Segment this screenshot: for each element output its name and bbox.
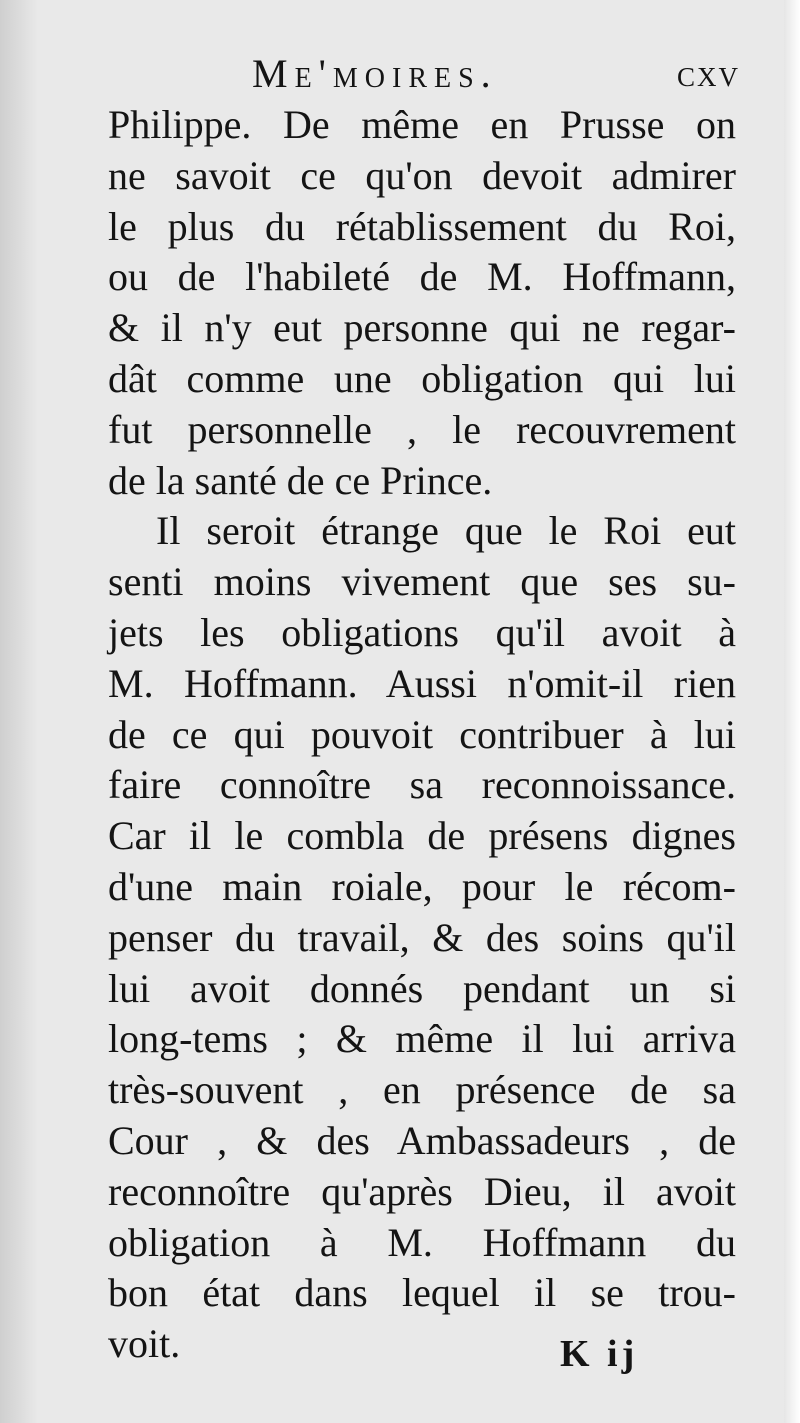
- body-text: [108, 100, 736, 1370]
- text-line: & il n'y eut personne qui ne regar-: [108, 305, 736, 351]
- text-line: penser du travail, & des soins qu'il: [108, 914, 736, 960]
- text-line: dât comme une obligation qui lui: [108, 355, 736, 401]
- text-line: lui avoit donnés pendant un si: [108, 965, 736, 1011]
- text-line: Il seroit étrange que le Roi eut: [156, 508, 736, 554]
- text-line: ne savoit ce qu'on devoit admirer: [108, 152, 736, 198]
- page-edge: [784, 0, 800, 1423]
- running-title: Me'moires.: [252, 51, 498, 96]
- text-line: ou de l'habileté de M. Hoffmann,: [108, 254, 736, 300]
- page-gutter-shadow: [0, 0, 38, 1423]
- signature-mark: K ij: [560, 1333, 639, 1375]
- text-line: obligation à M. Hoffmann du: [108, 1219, 736, 1265]
- text-line: bon état dans lequel il se trou-: [108, 1270, 736, 1316]
- text-line: jets les obligations qu'il avoit à: [108, 609, 736, 655]
- text-line: reconnoître qu'après Dieu, il avoit: [108, 1168, 736, 1214]
- text-line: très-souvent , en présence de sa: [108, 1067, 736, 1113]
- text-line: le plus du rétablissement du Roi,: [108, 203, 736, 249]
- text-line: Cour , & des Ambassadeurs , de: [108, 1117, 736, 1163]
- text-line: Philippe. De même en Prusse on: [108, 102, 736, 147]
- text-line: senti moins vivement que ses su-: [108, 559, 736, 605]
- text-line: de ce qui pouvoit contribuer à lui: [108, 711, 736, 757]
- text-line: d'une main roiale, pour le récom-: [108, 863, 736, 909]
- text-line: voit.: [108, 1321, 181, 1367]
- text-line: Car il le combla de présens dignes: [108, 813, 736, 859]
- text-line: faire connoître sa reconnoissance.: [108, 762, 736, 808]
- text-line: fut personnelle , le recouvrement: [108, 406, 736, 452]
- paragraph: [108, 506, 736, 1370]
- text-line: de la santé de ce Prince.: [108, 457, 493, 503]
- text-line: long-tems ; & même il lui arriva: [108, 1016, 736, 1062]
- text-line: M. Hoffmann. Aussi n'omit-il rien: [108, 660, 736, 706]
- paragraph: [108, 100, 736, 506]
- page-header: [240, 48, 740, 100]
- page-number: cxv: [676, 53, 740, 95]
